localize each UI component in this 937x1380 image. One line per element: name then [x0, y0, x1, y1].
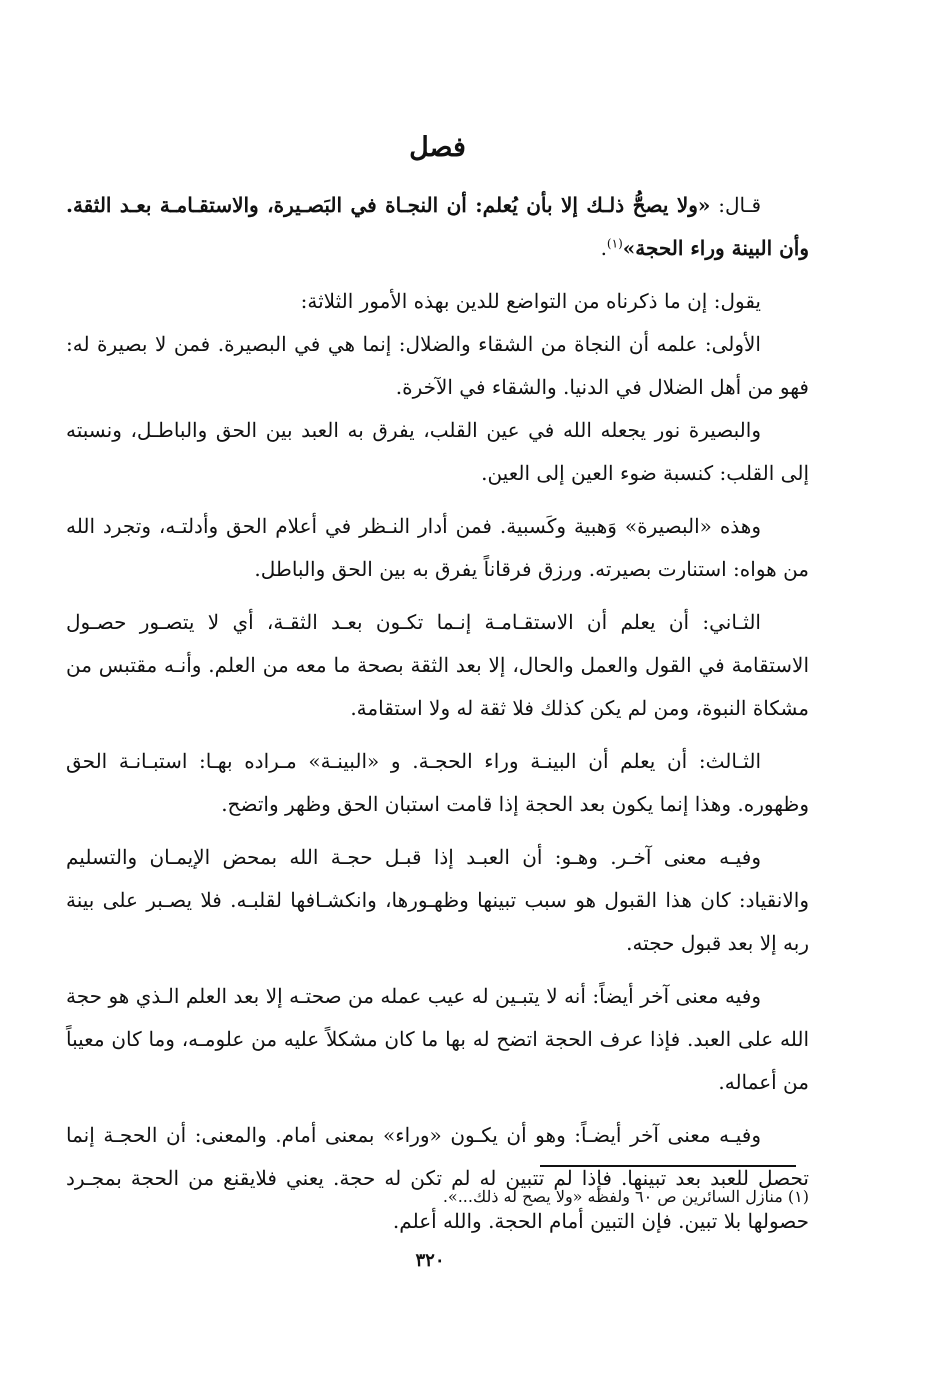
quote-paragraph	[66, 184, 809, 270]
body-paragraph-4: وهذه «البصيرة» وَهبية وكَسبية. فمن أدار النـظر في أعلام الحق وأدلتـه، وتجرد الله من هواه: استنارت بصيرته. ورزق فرقاناً يفرق به بين الحق والباطل.	[66, 514, 809, 581]
quote-end: .	[600, 236, 607, 260]
body-paragraph-3: والبصيرة نور يجعله الله في عين القلب، يفرق به العبد بين الحق والباطـل، ونسبته إلى القلب: كنسبة ضوء العين إلى العين.	[66, 418, 809, 485]
body-paragraph-6: الثـالث: أن يعلم أن البينـة وراء الحجـة. و «البينـة» مـراده بهـا: استبـانـة الحق وظهوره. وهذا إنما يكون بعد الحجة إذا قامت استبان الحق وظهر واتضح.	[66, 749, 809, 816]
body-paragraph-7: وفيـه معنى آخـر. وهـو: أن العبـد إذا قبـل حجـة الله بمحض الإيمـان والتسليم والانقياد: كان هذا القبول هو سبب تبينها وظهـورها، وانكشـافها لقلبـه. فلا يصـبر على بينة ربه إلا بعد قبول حجته.	[66, 845, 809, 955]
body-paragraph-1: يقول: إن ما ذكرناه من التواضع للدين بهذه الأمور الثلاثة:	[300, 289, 761, 313]
body-paragraph-5: الثـاني: أن يعلم أن الاستقـامـة إنـما تكـون بعـد الثقـة، أي لا يتصـور حصـول الاستقامة في القول والعمل والحال، إلا بعد الثقة بصحة ما معه من العلم. وأنـه مقتبس من مشكاة النبوة، ومن لم يكن كذلك فلا ثقة له ولا استقامة.	[66, 610, 809, 720]
footnote: (١) منازل السائرين ص ٦٠ ولفظه «ولا يصح له ذلك...».	[442, 1187, 809, 1206]
body-paragraph-9: وفيـه معنى آخر أيضـاً: وهو أن يكـون «وراء» بمعنى أمام. والمعنى: أن الحجـة إنما تحصل للعبد بعد تبينها. فإذا لم تتبين له لم تكن له حجة. يعني فلايقنع من الحجة بمجـرد حصولها بلا تبين. فإن التبين أمام الحجة. والله أعلم.	[66, 1123, 809, 1233]
section-title: فصل	[409, 132, 466, 163]
body-paragraph-8: وفيه معنى آخر أيضاً: أنه لا يتبـين له عيب عمله من صحتـه إلا بعد العلم الـذي هو حجة الله على العبد. فإذا عرف الحجة اتضح له بها ما كان مشكلاً عليه من علومـه، وما كان معيباً من أعماله.	[66, 984, 810, 1094]
footnote-reference: (١)	[606, 236, 623, 251]
quote-text: «ولا يصحُّ ذلـك إلا بأن يُعلم: أن النجـاة في البَصـيرة، والاستقـامـة بعـد الثقة. وأن البينة وراء الحجة»	[66, 193, 809, 260]
page-number: ٣٢٠	[415, 1250, 445, 1271]
body-paragraph-2: الأولى: علمه أن النجاة من الشقاء والضلال: إنما هي في البصيرة. فمن لا بصيرة له: فهو من أهل الضلال في الدنيا. والشقاء في الآخرة.	[66, 332, 809, 399]
quote-lead: قـال:	[710, 193, 762, 217]
footnote-divider	[540, 1165, 796, 1167]
